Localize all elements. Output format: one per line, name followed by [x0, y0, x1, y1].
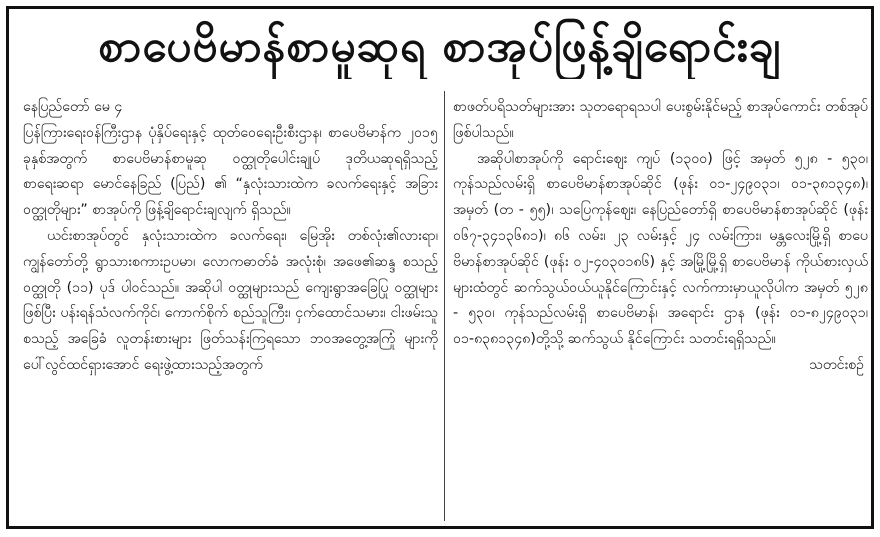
paragraph: စာဖတ်ပရိသတ်များအား သုတရောရသပါ ပေးစွမ်းနိုင်မည့် စာအုပ်ကောင်း တစ်အုပ်ဖြစ်ပါသည်။: [453, 99, 868, 141]
paragraph: အဆိုပါစာအုပ်ကို ရောင်းဈေး ကျပ် (၁၃၀၀) ဖြင့် အမှတ် ၅၂၈ - ၅၃၀၊ ကုန်သည်လမ်းရှိ စာပေဗိမာန်စာအုပ်ဆိုင် (ဖုန်း ၀၁-၂၄၉၀၃၁၊ ၀၁-၃၈၁၃၄၈)၊ အမှတ် (တ - ၅၅)၊ သပြေကုန်ဈေး၊ နေပြည်တော်ရှိ စာပေဗိမာန်စာအုပ်ဆိုင် (ဖုန်း ၀၆၇-၃၄၁၃၆၈၁)၊ ၈၆ လမ်း၊ ၂၃ လမ်းနှင့် ၂၄ လမ်းကြား၊ မန္တလေးမြို့ရှိ စာပေဗိမာန်စာအုပ်ဆိုင် (ဖုန်း ၀၂-၄၀၃၀၁၈၆) နှင့် အမြို့မြို့ရှိ စာပေဗိမာန် ကိုယ်စားလှယ်များထံတွင် ဆက်သွယ်ဝယ်ယူနိုင်ကြောင်းနှင့် လက်ကားမှာယူလိုပါက အမှတ် ၅၂၈ - ၅၃၀၊ ကုန်သည်လမ်းရှိ စာပေဗိမာန်၊ အရောင်း ဌာန (ဖုန်း ၀၁-၈၂၄၉၀၃၁၊ ၀၁-၈၃၈၁၃၄၈)တို့သို့ ဆက်သွယ် နိုင်ကြောင်း သတင်းရရှိသည်။: [453, 150, 868, 348]
dateline: နေပြည်တော် မေ ၄: [23, 99, 123, 115]
paragraph: ယင်းစာအုပ်တွင် နှလုံးသားထဲက ခလက်ရေး၊ မြေအိုး တစ်လုံး၏လားရာ၊ ကျွန်တော်တို့ ရွာသားစကားဥပမာ၊ လောကဓာတ်ခံ အလုံးစုံ၊ အဖေ၏ဆန္ဒ စသည့် ဝတ္ထုတို (၁၁) ပုဒ် ပါဝင်သည်။ အဆိုပါ ဝတ္ထုများသည် ကျေးရွာအခြေပြု ဝတ္ထုများဖြစ်ပြီး ပန်းရန်သံလက်ကိုင်၊ ကောက်စိုက် စည်သူကြီး၊ ငှက်ထောင်သမား၊ ငါးဖမ်းသူ စသည့် အခြေခံ လူတန်းစားများ ဖြတ်သန်းကြရသော ဘဝအတွေ့အကြုံ များကို ပေါ်လွင်ထင်ရှားအောင် ရေးဖွဲ့ထားသည့်အတွက်: [23, 227, 438, 373]
column-divider: [444, 91, 445, 521]
headline: စာပေဗိမာန်စာမူဆုရ စာအုပ်ဖြန့်ချိရောင်းချ: [98, 21, 782, 72]
left-column: [23, 95, 438, 523]
article-frame: [6, 6, 874, 529]
right-column: [453, 95, 868, 523]
paragraph: ပြန်ကြားရေးဝန်ကြီးဌာန ပုံနှိပ်ရေးနှင့် ထုတ်ဝေရေးဦးစီးဌာန၊ စာပေဗိမာန်က ၂၀၁၅ ခုနှစ်အတွက် စာပေဗိမာန်စာမူဆု ဝတ္ထုတိုပေါင်းချုပ် ဒုတိယဆုရရှိသည့် စာရေးဆရာ မောင်နေခြည် (ပြည်) ၏ “နှလုံးသားထဲက ခလက်ရေးနှင့် အခြားဝတ္ထုတိုများ” စာအုပ်ကို ဖြန့်ချိရောင်းချလျက် ရှိသည်။: [23, 124, 438, 219]
byline: သတင်းစဉ်: [809, 356, 864, 373]
